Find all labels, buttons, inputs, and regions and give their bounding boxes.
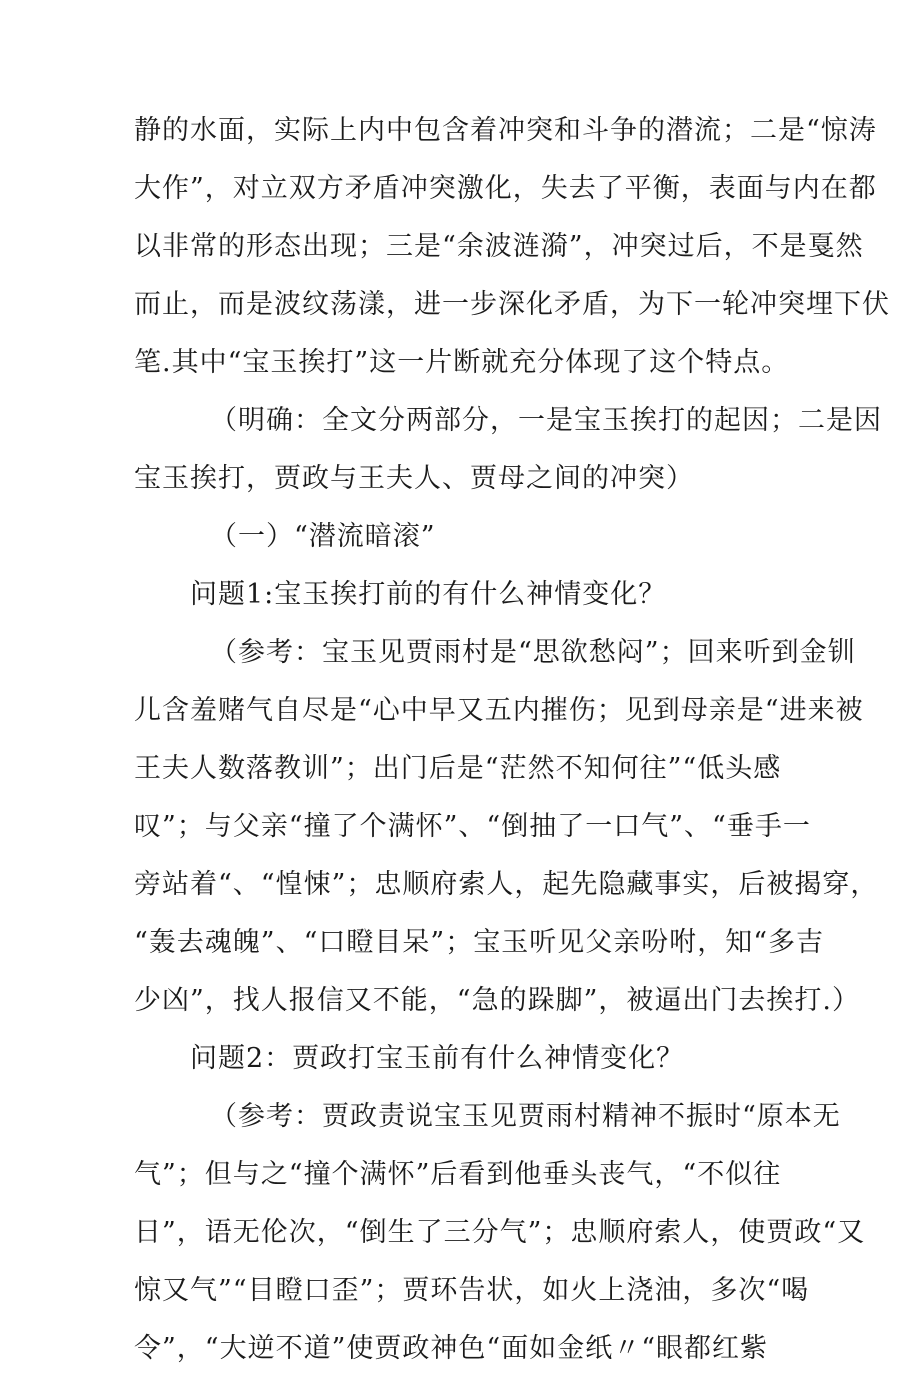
text-line: 王夫人数落教训”；出门后是“茫然不知何往”“低头感 [134, 753, 782, 784]
document-body [134, 102, 890, 1378]
text-line: 令”，“大逆不道”使贾政神色“面如金纸〃“眼都红紫 [134, 1333, 769, 1364]
text-line: 笔.其中“宝玉挨打”这一片断就充分体现了这个特点。 [134, 347, 790, 378]
text-line: 旁站着“、“惶悚”；忠顺府索人，起先隐藏事实，后被揭穿， [134, 869, 879, 900]
text-line: 大作”，对立双方矛盾冲突激化，失去了平衡，表面与内在都 [134, 173, 877, 204]
text-line: 惊又气”“目瞪口歪”；贾环告状，如火上浇油，多次“喝 [134, 1275, 810, 1306]
section-heading: （一）“潜流暗滚” [210, 521, 436, 552]
text-line: 静的水面，实际上内中包含着冲突和斗争的潜流；二是“惊涛 [134, 115, 877, 146]
text-line: （参考：贾政责说宝玉见贾雨村精神不振时“原本无 [210, 1101, 841, 1132]
text-line: 少凶”，找人报信又不能，“急的跺脚”，被逼出门去挨打.） [134, 985, 860, 1016]
text-line: （参考：宝玉见贾雨村是“思欲愁闷”；回来听到金钏 [210, 637, 856, 668]
text-line: 而止，而是波纹荡漾，进一步深化矛盾，为下一轮冲突埋下伏 [134, 289, 890, 320]
text-line: 以非常的形态出现；三是“余波涟漪”，冲突过后，不是戛然 [134, 231, 864, 262]
text-line: 儿含羞赌气自尽是“心中早又五内摧伤；见到母亲是“进来被 [134, 695, 864, 726]
text-line: 叹”；与父亲“撞了个满怀”、“倒抽了一口气”、“垂手一 [134, 811, 811, 842]
text-line: 宝玉挨打，贾政与王夫人、贾母之间的冲突） [134, 463, 694, 494]
text-line: （明确：全文分两部分，一是宝玉挨打的起因；二是因 [210, 405, 882, 436]
text-line: “轰去魂魄”、“口瞪目呆”；宝玉听见父亲吩咐，知“多吉 [134, 927, 825, 958]
question-heading: 问题1:宝玉挨打前的有什么神情变化？ [190, 579, 667, 610]
text-line: 日”，语无伦次，“倒生了三分气”；忠顺府索人，使贾政“又 [134, 1217, 866, 1248]
question-heading: 问题2：贾政打宝玉前有什么神情变化？ [190, 1043, 685, 1074]
text-line: 气”；但与之“撞个满怀”后看到他垂头丧气，“不似往 [134, 1159, 782, 1190]
